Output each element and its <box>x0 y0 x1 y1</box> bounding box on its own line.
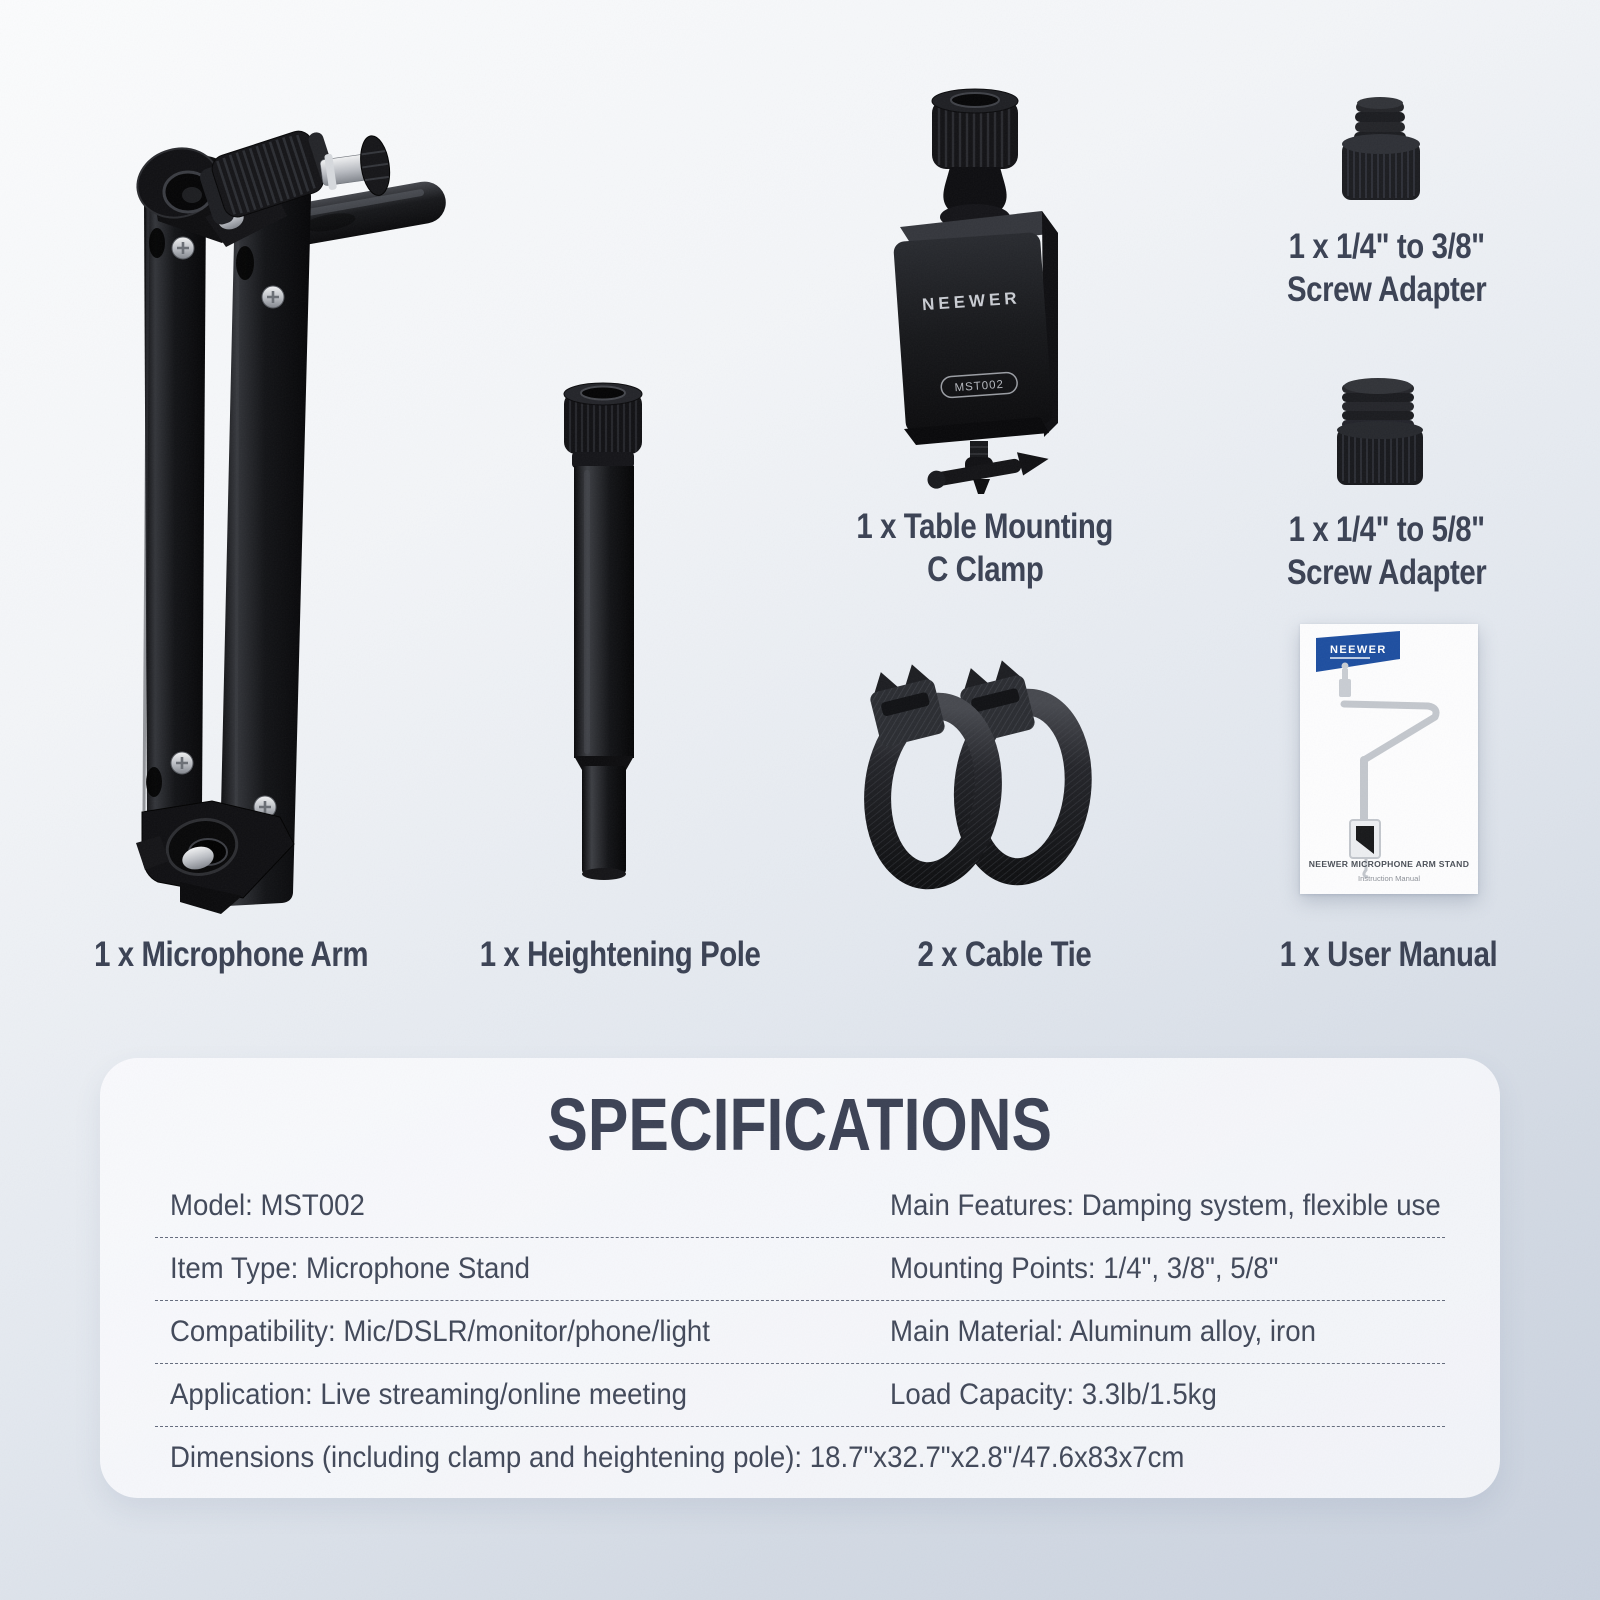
specifications-panel <box>100 1058 1500 1498</box>
c-clamp-label: 1 x Table Mounting C Clamp <box>856 507 1114 589</box>
specifications-title: SPECIFICATIONS <box>547 1083 1053 1166</box>
screw-adapter-38-label: 1 x 1/4" to 3/8" Screw Adapter <box>1287 227 1487 309</box>
cable-ties-image <box>845 655 1115 900</box>
spec-cell-model: Model: MST002 <box>170 1189 365 1222</box>
user-manual-image <box>1300 624 1478 894</box>
spec-row-compat-material <box>155 1300 1445 1363</box>
arm-pin <box>317 134 393 203</box>
spec-row-dimensions <box>155 1426 1445 1489</box>
adapter38-base <box>1342 134 1420 200</box>
spec-cell-main-features: Main Features: Damping system, flexible use <box>890 1189 1441 1222</box>
c-clamp-image <box>870 85 1085 495</box>
adapter58-base <box>1337 421 1423 485</box>
clamp-screw <box>925 441 1050 494</box>
flag-tagline-bar <box>1330 657 1370 659</box>
manual-brand-text: NEEWER <box>1330 644 1387 656</box>
spec-cell-load-capacity: Load Capacity: 3.3lb/1.5kg <box>890 1378 1217 1411</box>
user-manual-cover <box>1300 624 1478 894</box>
spec-cell-mounting-points: Mounting Points: 1/4", 3/8", 5/8" <box>890 1252 1279 1285</box>
clamp-model-badge: MST002 <box>954 378 1005 395</box>
clamp-knob <box>932 89 1018 169</box>
manual-title-text: NEEWER MICROPHONE ARM STAND <box>1308 859 1470 869</box>
clamp-brand-text: NEEWER <box>921 288 1022 315</box>
pole-collar <box>572 452 634 468</box>
spec-cell-compatibility: Compatibility: Mic/DSLR/monitor/phone/light <box>170 1315 710 1348</box>
microphone-arm-label: 1 x Microphone Arm <box>94 935 368 974</box>
cable-tie-left-buckle <box>864 660 946 748</box>
heightening-pole-image <box>540 380 680 885</box>
spec-cell-item-type: Item Type: Microphone Stand <box>170 1252 531 1285</box>
spec-row-application-load <box>155 1363 1445 1426</box>
manual-subtitle-text: Instruction Manual <box>1357 874 1421 883</box>
manual-arm-drawing <box>1339 663 1436 878</box>
screw-adapter-38-image <box>1334 96 1430 206</box>
user-manual-label: 1 x User Manual <box>1279 935 1497 974</box>
spec-cell-main-material: Main Material: Aluminum alloy, iron <box>890 1315 1316 1348</box>
microphone-arm-image <box>30 55 450 915</box>
spec-cell-application: Application: Live streaming/online meeting <box>170 1378 688 1411</box>
spec-row-model-features <box>155 1175 1445 1237</box>
clamp-body <box>893 211 1058 445</box>
arm-rear-bar <box>144 193 206 816</box>
screw-adapter-58-image <box>1330 376 1430 490</box>
spec-cell-dimensions: Dimensions (including clamp and heightening pole): 18.7"x32.7"x2.8"/47.6x83x7cm <box>170 1441 1185 1474</box>
spec-row-type-mounting <box>155 1237 1445 1300</box>
screw-adapter-58-label: 1 x 1/4" to 5/8" Screw Adapter <box>1287 510 1487 592</box>
cable-tie-label: 2 x Cable Tie <box>917 935 1091 974</box>
pole-knob <box>564 383 642 454</box>
specifications-table <box>155 1175 1445 1489</box>
pole-shaft <box>574 466 634 880</box>
heightening-pole-label: 1 x Heightening Pole <box>479 935 761 974</box>
